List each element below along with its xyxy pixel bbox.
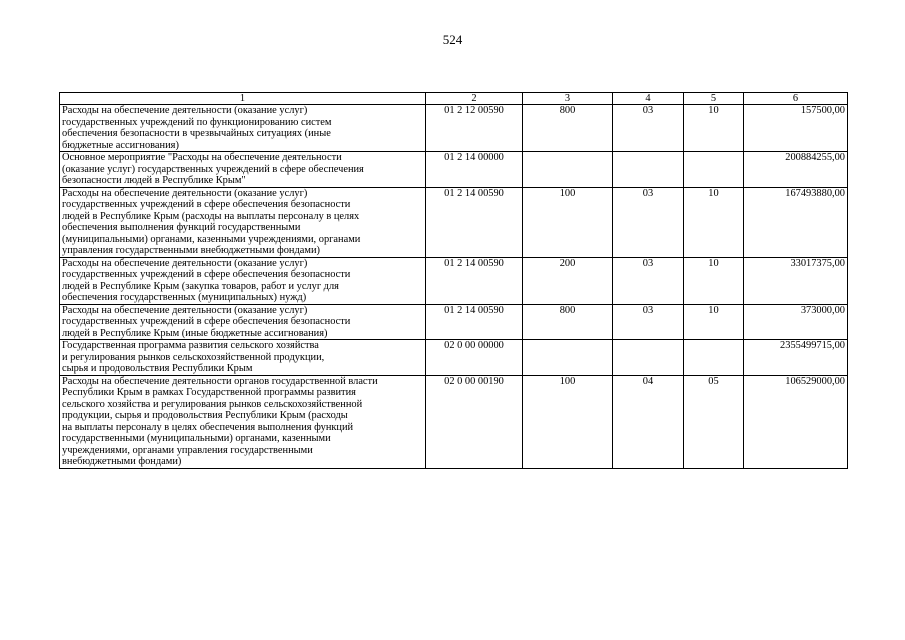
row-target-code: 01 2 14 00000	[426, 152, 523, 188]
budget-table	[59, 92, 848, 469]
row-description: Государственная программа развития сельского хозяйства и регулирования рынков сельскохозяйственной продукции, сырья и продовольствия Республики Крым	[60, 340, 426, 376]
row-description: Расходы на обеспечение деятельности (оказание услуг) государственных учреждений в сфере обеспечения безопасности людей в Республике Крым (закупка товаров, работ и услуг для обеспечения государственных (муниципальных) нужд)	[60, 257, 426, 304]
row-section: 03	[613, 105, 684, 152]
row-amount: 106529000,00	[744, 375, 848, 468]
row-subsection	[684, 340, 744, 376]
table-row	[60, 304, 848, 340]
header-col-1: 1	[60, 93, 426, 105]
row-target-code: 01 2 14 00590	[426, 257, 523, 304]
row-section: 03	[613, 304, 684, 340]
row-target-code: 01 2 14 00590	[426, 304, 523, 340]
row-subsection: 10	[684, 257, 744, 304]
table-row	[60, 340, 848, 376]
row-amount: 157500,00	[744, 105, 848, 152]
row-description: Расходы на обеспечение деятельности (оказание услуг) государственных учреждений в сфере обеспечения безопасности людей в Республике Крым (иные бюджетные ассигнования)	[60, 304, 426, 340]
row-subsection: 10	[684, 105, 744, 152]
row-description: Основное мероприятие "Расходы на обеспечение деятельности (оказание услуг) государственных учреждений в сфере обеспечения безопасности людей в Республике Крым"	[60, 152, 426, 188]
row-section	[613, 340, 684, 376]
row-target-code: 02 0 00 00000	[426, 340, 523, 376]
table-row	[60, 105, 848, 152]
page-number: 524	[442, 32, 463, 47]
row-amount: 33017375,00	[744, 257, 848, 304]
table-row	[60, 257, 848, 304]
row-amount: 373000,00	[744, 304, 848, 340]
row-description: Расходы на обеспечение деятельности (оказание услуг) государственных учреждений в сфере обеспечения безопасности людей в Республике Крым (расходы на выплаты персоналу в целях обеспечения выполнения функций государственными (муниципальными) органами, казенными учреждениями, органами управления государственными внебюджетными фондами)	[60, 187, 426, 257]
header-row	[60, 93, 848, 105]
row-subsection: 05	[684, 375, 744, 468]
header-col-4: 4	[613, 93, 684, 105]
row-expense-type: 200	[523, 257, 613, 304]
row-section: 04	[613, 375, 684, 468]
row-expense-type: 800	[523, 105, 613, 152]
row-expense-type	[523, 340, 613, 376]
row-amount: 200884255,00	[744, 152, 848, 188]
row-subsection: 10	[684, 187, 744, 257]
header-col-2: 2	[426, 93, 523, 105]
row-expense-type: 800	[523, 304, 613, 340]
row-expense-type	[523, 152, 613, 188]
row-target-code: 01 2 14 00590	[426, 187, 523, 257]
row-amount: 167493880,00	[744, 187, 848, 257]
header-col-6: 6	[744, 93, 848, 105]
row-subsection	[684, 152, 744, 188]
header-col-3: 3	[523, 93, 613, 105]
header-col-5: 5	[684, 93, 744, 105]
row-expense-type: 100	[523, 375, 613, 468]
row-expense-type: 100	[523, 187, 613, 257]
row-section: 03	[613, 257, 684, 304]
row-section	[613, 152, 684, 188]
table-row	[60, 375, 848, 468]
row-target-code: 02 0 00 00190	[426, 375, 523, 468]
row-target-code: 01 2 12 00590	[426, 105, 523, 152]
row-description: Расходы на обеспечение деятельности (оказание услуг) государственных учреждений по функционированию систем обеспечения безопасности в чрезвычайных ситуациях (иные бюджетные ассигнования)	[60, 105, 426, 152]
row-amount: 2355499715,00	[744, 340, 848, 376]
row-description: Расходы на обеспечение деятельности органов государственной власти Республики Крым в рамках Государственной программы развития сельского хозяйства и регулирования рынков сельскохозяйственной продукции, сырья и продовольствия Республики Крым (расходы на выплаты персоналу в целях обеспечения выполнения функций государственными (муниципальными) органами, казенными учреждениями, органами управления государственными внебюджетными фондами)	[60, 375, 426, 468]
row-section: 03	[613, 187, 684, 257]
table-row	[60, 187, 848, 257]
table-row	[60, 152, 848, 188]
row-subsection: 10	[684, 304, 744, 340]
